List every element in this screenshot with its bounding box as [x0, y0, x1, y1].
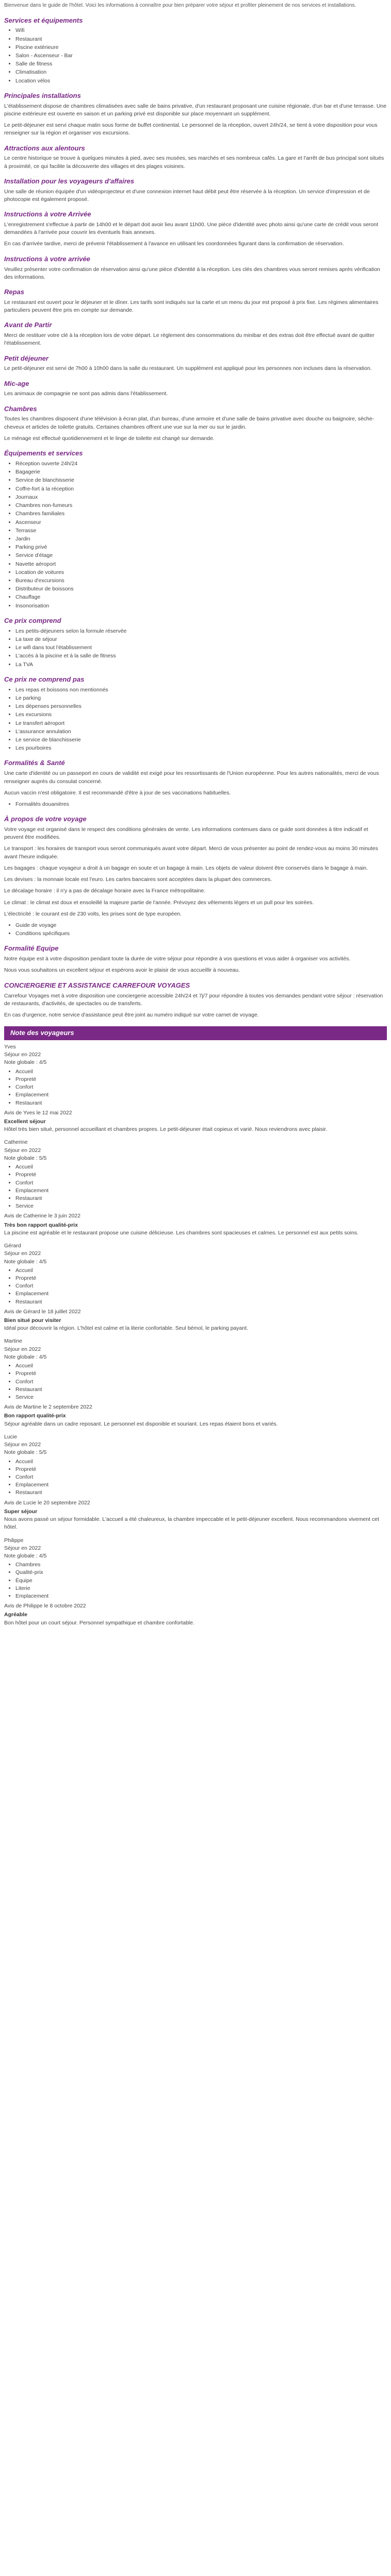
list-item: • Le transfert aéroport — [15, 720, 387, 727]
section-title: Principales installations — [4, 91, 81, 99]
review-criteria — [4, 1362, 387, 1401]
list-item: • Bagagerie — [15, 468, 387, 476]
section-list — [4, 460, 387, 610]
review-text: Bon hôtel pour un court séjour. Personnel sympathique et chambre confortable. — [4, 1619, 194, 1626]
criteria-item: • Confort — [15, 1282, 387, 1290]
criteria-item: • Literie — [15, 1585, 387, 1592]
section-title: Chambres — [4, 404, 37, 413]
section-paragraph: Le restaurant est ouvert pour le déjeuner et le dîner. Les tarifs sont indiqués sur la carte et un menu du jour est proposé à prix fixe. Les régimes alimentaires particuliers peuvent être pris en compte sur demande. — [4, 299, 379, 313]
list-item: • Bureau d'excursions — [15, 577, 387, 585]
review-title: Super séjour — [4, 1508, 38, 1515]
review-stay: Séjour en 2022 — [4, 1346, 41, 1352]
list-item: • Salon - Ascenseur - Bar — [15, 52, 387, 60]
review-criteria — [4, 1163, 387, 1210]
criteria-item: • Accueil — [15, 1458, 387, 1466]
criteria-item: • Emplacement — [15, 1187, 387, 1195]
section-paragraph: Les bagages : chaque voyageur a droit à un bagage en soute et un bagage à main. Les objets de valeur doivent être conservés dans le bagage à main. — [4, 865, 368, 871]
section-title: Installation pour les voyageurs d'affaires — [4, 177, 135, 185]
review-item — [4, 1433, 387, 1532]
section-title: Avant de Partir — [4, 321, 52, 329]
section-title: À propos de votre voyage — [4, 815, 87, 823]
reviews-container — [4, 1043, 387, 1627]
list-item: • L'assurance annulation — [15, 728, 387, 736]
section-title: Ce prix comprend — [4, 616, 61, 624]
rating-label: Note globale — [4, 1059, 35, 1066]
list-item: • Réception ouverte 24h/24 — [15, 460, 387, 468]
section-paragraph: Une carte d'identité ou un passeport en cours de validité est exigé pour les ressortissants de l'Union européenne. Pour les autres nationalités, merci de vous renseigner auprès du consulat concerné. — [4, 770, 379, 785]
section-paragraph: Le transport : les horaires de transport vous seront communiqués avant votre départ. Merci de vous présenter au point de rendez-vous au moins 30 minutes avant l'heure indiquée. — [4, 845, 378, 860]
list-item: • Chambres non-fumeurs — [15, 502, 387, 510]
list-item: • Chambres familiales — [15, 510, 387, 518]
criteria-item: • Restaurant — [15, 1099, 387, 1107]
review-title: Agréable — [4, 1612, 27, 1618]
section-title: Instructions à votre Arrivée — [4, 210, 91, 218]
section-title: Équipements et services — [4, 449, 83, 457]
reviewer-name: Lucie — [4, 1433, 18, 1440]
review-text: Hôtel très bien situé, personnel accueillant et chambres propres. Le petit-déjeuner était copieux et varié. Nous reviendrons avec plaisir. — [4, 1126, 328, 1133]
review-rating-row: Note globale : 5/5 — [4, 1449, 47, 1456]
list-item: • Le parking — [15, 694, 387, 702]
review-item — [4, 1139, 387, 1237]
list-item: • Le wifi dans tout l'établissement — [15, 644, 387, 652]
criteria-item: • Accueil — [15, 1362, 387, 1370]
reviewer-name: Philippe — [4, 1537, 24, 1544]
review-item — [4, 1043, 387, 1133]
criteria-item: • Service — [15, 1394, 387, 1401]
list-item: • Terrasse — [15, 527, 387, 535]
review-criteria — [4, 1068, 387, 1107]
section-paragraph: Nous vous souhaitons un excellent séjour et espérons avoir le plaisir de vous accueillir à nouveau. — [4, 967, 240, 974]
list-item: • Les pourboires — [15, 744, 387, 752]
criteria-item: • Restaurant — [15, 1489, 387, 1497]
criteria-item: • Restaurant — [15, 1298, 387, 1306]
list-item: • Guide de voyage — [15, 922, 387, 929]
list-item: • Journaux — [15, 494, 387, 501]
review-item — [4, 1242, 387, 1332]
criteria-item: • Propreté — [15, 1275, 387, 1282]
list-item: • L'accès à la piscine et à la salle de fitness — [15, 652, 387, 660]
rating-label: Note globale — [4, 1449, 35, 1456]
criteria-item: • Confort — [15, 1473, 387, 1481]
section-paragraph: Le centre historique se trouve à quelques minutes à pied, avec ses musées, ses marchés et ses nombreux cafés. La gare et l'arrêt de bus principal sont situés à proximité, ce qui facilite la découverte des villages et des plages voisines. — [4, 155, 384, 170]
list-item: • Ascenseur — [15, 519, 387, 527]
section-list — [4, 27, 387, 85]
section-paragraph: En cas d'urgence, notre service d'assistance peut être joint au numéro indiqué sur votre carnet de voyage. — [4, 1011, 259, 1018]
list-item: • Les dépenses personnelles — [15, 703, 387, 710]
criteria-item: • Propreté — [15, 1370, 387, 1378]
criteria-item: • Confort — [15, 1083, 387, 1091]
section-paragraph: Merci de restituer votre clé à la réception lors de votre départ. Le règlement des consommations du minibar et des extras doit être effectué avant de quitter l'établissement. — [4, 332, 374, 347]
review-stay: Séjour en 2022 — [4, 1545, 41, 1551]
section-list — [4, 801, 387, 808]
review-stay: Séjour en 2022 — [4, 1147, 41, 1154]
criteria-item: • Chambres — [15, 1561, 387, 1569]
reviewer-name: Gérard — [4, 1243, 21, 1249]
section-title: Formalité Equipe — [4, 944, 59, 953]
rating-label: Note globale — [4, 1552, 35, 1559]
list-item: • Parking privé — [15, 544, 387, 551]
review-stay: Séjour en 2022 — [4, 1052, 41, 1058]
review-signature: Avis de Martine le 2 septembre 2022 — [4, 1404, 92, 1411]
criteria-item: • Propreté — [15, 1466, 387, 1473]
review-title: Très bon rapport qualité-prix — [4, 1222, 78, 1228]
list-item: • Le service de blanchisserie — [15, 736, 387, 744]
section-list — [4, 686, 387, 753]
criteria-item: • Accueil — [15, 1267, 387, 1275]
review-item — [4, 1537, 387, 1627]
list-item: • La taxe de séjour — [15, 636, 387, 643]
rating-label: Note globale — [4, 1353, 35, 1360]
list-item: • Coffre-fort à la réception — [15, 485, 387, 493]
section-paragraph: L'enregistrement s'effectue à partir de 14h00 et le départ doit avoir lieu avant 11h00. Une pièce d'identité avec photo ainsi qu'une carte de crédit vous seront demandées à l'arrivée pour couvrir les éventuels frais annexes. — [4, 222, 379, 236]
review-signature: Avis de Catherine le 3 juin 2022 — [4, 1213, 81, 1219]
list-item: • Formalités douanières — [15, 801, 387, 808]
list-item: • Location vélos — [15, 77, 387, 85]
list-item: • Climatisation — [15, 69, 387, 76]
review-criteria — [4, 1267, 387, 1306]
criteria-item: • Emplacement — [15, 1091, 387, 1099]
section-paragraph: Aucun vaccin n'est obligatoire. Il est recommandé d'être à jour de ses vaccinations habituelles. — [4, 789, 231, 796]
section-paragraph: Le ménage est effectué quotidiennement et le linge de toilette est changé sur demande. — [4, 435, 215, 442]
review-item — [4, 1337, 387, 1428]
list-item: • Jardin — [15, 535, 387, 543]
list-item: • Navette aéroport — [15, 561, 387, 568]
rating-value: 5/5 — [39, 1449, 47, 1456]
criteria-item: • Propreté — [15, 1171, 387, 1179]
section-title: CONCIERGERIE ET ASSISTANCE CARREFOUR VOYAGES — [4, 981, 190, 989]
review-signature: Avis de Gérard le 18 juillet 2022 — [4, 1308, 81, 1315]
review-rating-row: Note globale : 4/5 — [4, 1353, 47, 1360]
reviewer-name: Catherine — [4, 1139, 28, 1146]
section-title: Repas — [4, 287, 25, 296]
list-item: • Service d'étage — [15, 552, 387, 560]
list-item: • Conditions spécifiques — [15, 930, 387, 938]
section-title: Instructions à votre arrivée — [4, 255, 90, 263]
criteria-item: • Confort — [15, 1378, 387, 1386]
criteria-item: • Accueil — [15, 1068, 387, 1076]
section-paragraph: Le décalage horaire : il n'y a pas de décalage horaire avec la France métropolitaine. — [4, 888, 206, 894]
review-title: Excellent séjour — [4, 1118, 46, 1125]
reviewer-name: Yves — [4, 1044, 16, 1050]
review-text: Idéal pour découvrir la région. L'hôtel est calme et la literie confortable. Seul bémol, le parking payant. — [4, 1325, 249, 1332]
list-item: • Salle de fitness — [15, 60, 387, 68]
criteria-item: • Restaurant — [15, 1386, 387, 1394]
criteria-item: • Accueil — [15, 1163, 387, 1171]
section-title: Services et équipements — [4, 16, 83, 24]
section-paragraph: Carrefour Voyages met à votre disposition une conciergerie accessible 24h/24 et 7j/7 pour répondre à toutes vos demandes pendant votre séjour : réservation de restaurants, d'activités, de spectacles ou de transferts. — [4, 992, 383, 1007]
review-rating-row: Note globale : 4/5 — [4, 1258, 47, 1265]
review-signature: Avis de Lucie le 20 septembre 2022 — [4, 1499, 90, 1506]
criteria-item: • Propreté — [15, 1076, 387, 1083]
review-text: La piscine est agréable et le restaurant propose une cuisine délicieuse. Les chambres sont spacieuses et calmes. Le personnel est aux petits soins. — [4, 1229, 359, 1236]
review-title: Bien situé pour visiter — [4, 1317, 61, 1324]
section-paragraph: L'électricité : le courant est de 230 volts, les prises sont de type européen. — [4, 910, 182, 917]
criteria-item: • Emplacement — [15, 1481, 387, 1489]
review-text: Séjour agréable dans un cadre reposant. Le personnel est disponible et souriant. Les repas étaient bons et variés. — [4, 1420, 278, 1427]
list-item: • Insonorisation — [15, 602, 387, 610]
intro-text: Bienvenue dans le guide de l'hôtel. Voici les informations à connaître pour bien préparer votre séjour et profiter pleinement de nos services et installations. — [4, 3, 356, 8]
rating-value: 4/5 — [39, 1258, 47, 1265]
section-title: Ce prix ne comprend pas — [4, 675, 85, 683]
section-paragraph: Veuillez présenter votre confirmation de réservation ainsi qu'une pièce d'identité à la réception. Les clés des chambres vous seront remises après vérification des informations. — [4, 266, 380, 280]
list-item: • Wifi — [15, 27, 387, 35]
reviews-header: Note des voyageurs — [4, 1026, 387, 1040]
section-paragraph: En cas d'arrivée tardive, merci de prévenir l'établissement à l'avance en utilisant les coordonnées figurant dans la confirmation de réservation. — [4, 241, 344, 247]
criteria-item: • Service — [15, 1202, 387, 1210]
section-paragraph: L'établissement dispose de chambres climatisées avec salle de bains privative, d'un restaurant proposant une cuisine régionale, d'un bar et d'une terrasse. Une piscine extérieure est ouverte en saison et un parking privé est disponible sur place moyennant un supplément. — [4, 103, 387, 117]
criteria-item: • Qualité-prix — [15, 1569, 387, 1577]
section-paragraph: Le petit-déjeuner est servi chaque matin sous forme de buffet continental. Le personnel de la réception, ouvert 24h/24, se tient à votre disposition pour vous renseigner sur la région et organiser vos excursions. — [4, 122, 378, 137]
list-item: • Service de blanchisserie — [15, 477, 387, 484]
section-paragraph: Une salle de réunion équipée d'un vidéoprojecteur et d'une connexion internet haut débit peut être réservée à la réception. Un service d'impression et de photocopie est également proposé. — [4, 188, 370, 202]
section-list — [4, 628, 387, 669]
reviewer-name: Martine — [4, 1338, 23, 1345]
section-title: Attractions aux alentours — [4, 144, 85, 152]
section-paragraph: Votre voyage est organisé dans le respect des conditions générales de vente. Les informations contenues dans ce guide sont données à titre indicatif et peuvent être modifiées. — [4, 826, 368, 841]
section-title: Petit déjeuner — [4, 354, 48, 362]
section-paragraph: Notre équipe est à votre disposition pendant toute la durée de votre séjour pour répondre à vos questions et vous aider à organiser vos activités. — [4, 956, 351, 962]
review-rating-row: Note globale : 4/5 — [4, 1059, 47, 1066]
review-criteria — [4, 1458, 387, 1497]
criteria-item: • Emplacement — [15, 1592, 387, 1600]
criteria-item: • Confort — [15, 1179, 387, 1187]
review-criteria — [4, 1561, 387, 1600]
review-signature: Avis de Yves le 12 mai 2022 — [4, 1109, 72, 1116]
section-paragraph: Les animaux de compagnie ne sont pas admis dans l'établissement. — [4, 391, 168, 397]
section-paragraph: Les devises : la monnaie locale est l'euro. Les cartes bancaires sont acceptées dans la plupart des commerces. — [4, 876, 272, 883]
criteria-item: • Restaurant — [15, 1195, 387, 1202]
section-paragraph: Toutes les chambres disposent d'une télévision à écran plat, d'un bureau, d'une armoire et d'une salle de bains privative avec douche ou baignoire, sèche-cheveux et articles de toilette gratuits. Certaines chambres offrent une vue sur la mer ou sur le jardin. — [4, 416, 374, 430]
list-item: • Distributeur de boissons — [15, 585, 387, 593]
section-list — [4, 922, 387, 938]
criteria-item: • Équipe — [15, 1577, 387, 1585]
list-item: • Piscine extérieure — [15, 44, 387, 52]
rating-value: 4/5 — [39, 1552, 47, 1559]
sections-container — [4, 16, 387, 1020]
rating-label: Note globale — [4, 1258, 35, 1265]
review-stay: Séjour en 2022 — [4, 1442, 41, 1448]
section-title: Mic-age — [4, 379, 29, 387]
section-paragraph: Le climat : le climat est doux et ensoleillé la majeure partie de l'année. Prévoyez des vêtements légers et un pull pour les soirées. — [4, 899, 314, 906]
section-paragraph: Le petit-déjeuner est servi de 7h00 à 10h00 dans la salle du restaurant. Un supplément est appliqué pour les personnes non incluses dans la réservation. — [4, 365, 372, 372]
rating-value: 5/5 — [39, 1155, 47, 1161]
list-item: • Les petits-déjeuners selon la formule réservée — [15, 628, 387, 635]
review-text: Nous avons passé un séjour formidable. L'accueil a été chaleureux, la chambre impeccable et le petit-déjeuner excellent. Nous recommandons vivement cet hôtel. — [4, 1516, 379, 1531]
list-item: • Chauffage — [15, 594, 387, 601]
review-signature: Avis de Philippe le 8 octobre 2022 — [4, 1603, 86, 1609]
criteria-item: • Emplacement — [15, 1290, 387, 1298]
list-item: • Location de voitures — [15, 569, 387, 577]
list-item: • Les repas et boissons non mentionnés — [15, 686, 387, 694]
list-item: • La TVA — [15, 661, 387, 669]
section-title: Formalités & Santé — [4, 759, 65, 767]
list-item: • Restaurant — [15, 36, 387, 43]
review-title: Bon rapport qualité-prix — [4, 1413, 66, 1419]
rating-value: 4/5 — [39, 1059, 47, 1066]
review-stay: Séjour en 2022 — [4, 1250, 41, 1257]
review-rating-row: Note globale : 5/5 — [4, 1155, 47, 1161]
list-item: • Les excursions — [15, 711, 387, 719]
rating-label: Note globale — [4, 1155, 35, 1161]
review-rating-row: Note globale : 4/5 — [4, 1552, 47, 1559]
rating-value: 4/5 — [39, 1353, 47, 1360]
